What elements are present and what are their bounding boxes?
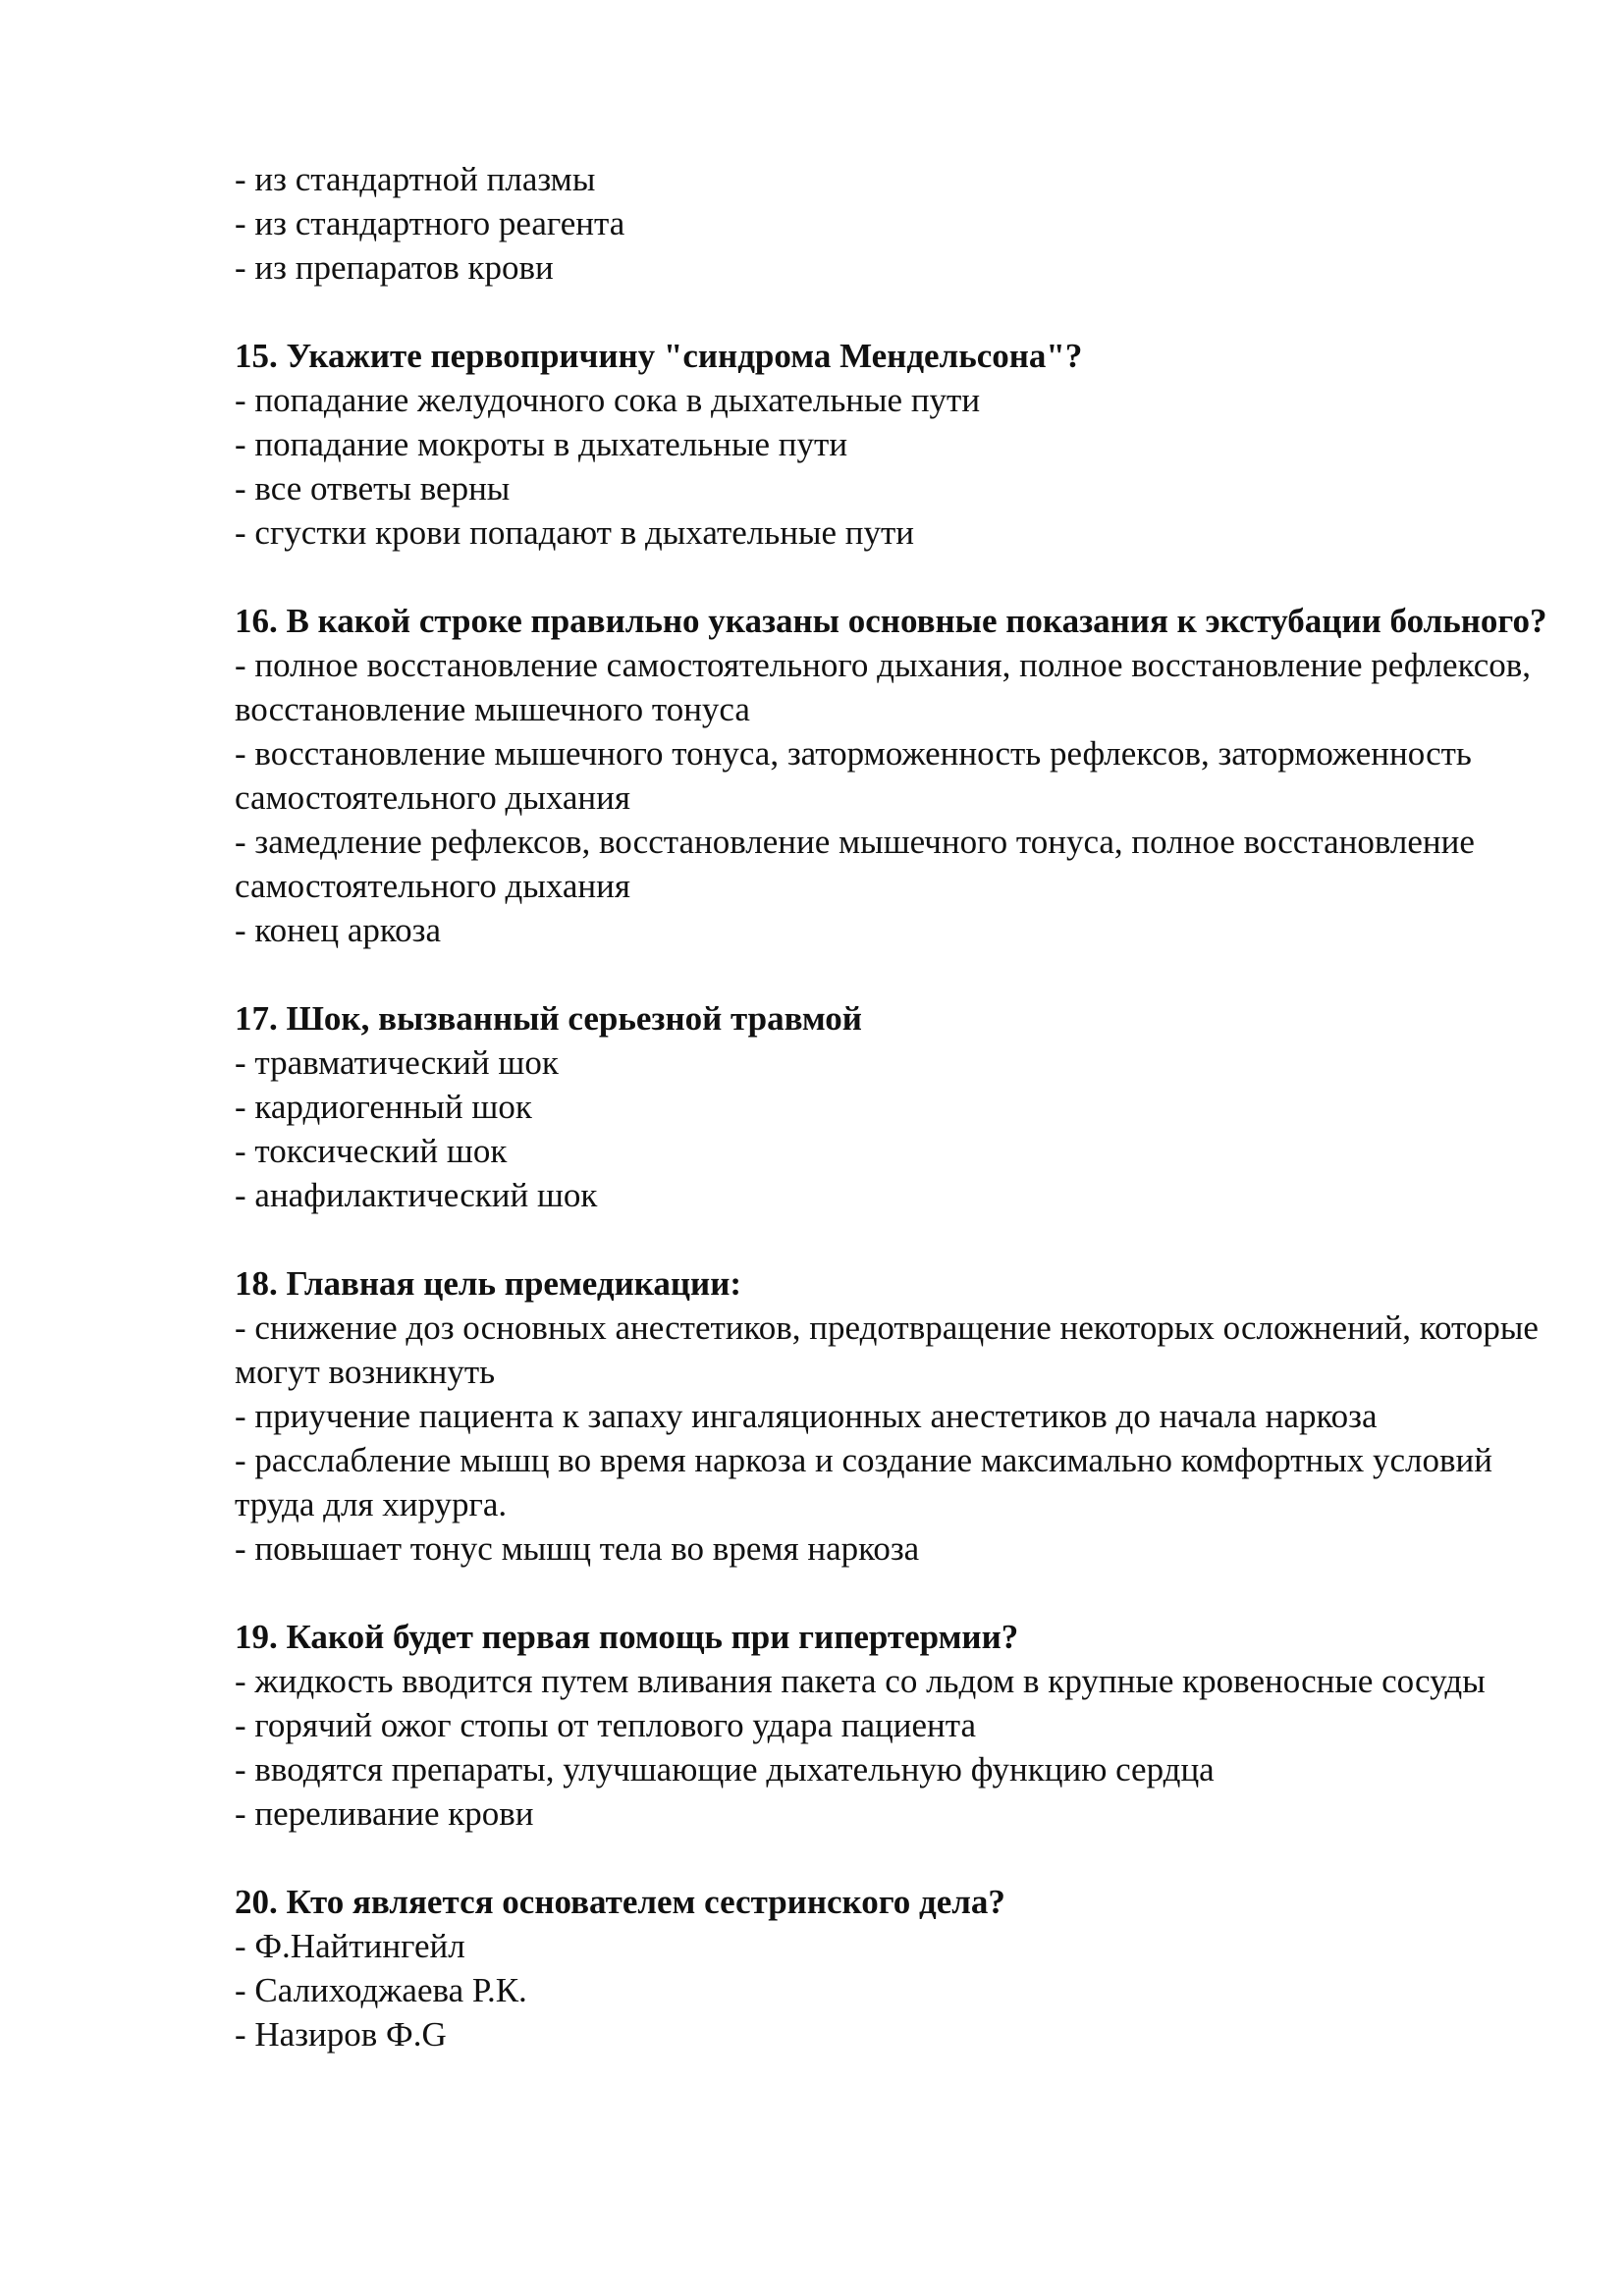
answer-option: - из препаратов крови bbox=[235, 248, 554, 287]
continuation-answer-list bbox=[235, 157, 1550, 290]
question-title: 16. В какой строке правильно указаны основные показания к экстубации больного? bbox=[235, 602, 1547, 640]
answer-option: - травматический шок bbox=[235, 1043, 559, 1082]
answer-option: - приучение пациента к запаху ингаляционных анестетиков до начала наркоза bbox=[235, 1397, 1378, 1435]
question-title: 15. Укажите первопричину "синдрома Мендельсона"? bbox=[235, 337, 1083, 375]
question-20 bbox=[235, 1880, 1550, 2056]
question-16 bbox=[235, 599, 1550, 952]
answer-option: - попадание мокроты в дыхательные пути bbox=[235, 425, 848, 463]
answer-list bbox=[235, 1306, 1550, 1571]
answer-option: - жидкость вводится путем вливания пакета со льдом в крупные кровеносные сосуды bbox=[235, 1662, 1486, 1700]
answer-option: - замедление рефлексов, восстановление мышечного тонуса, полное восстановление самостоятельного дыхания bbox=[235, 823, 1475, 905]
answer-list bbox=[235, 378, 1550, 555]
question-18 bbox=[235, 1261, 1550, 1571]
answer-option: - Назиров Ф.G bbox=[235, 2015, 447, 2054]
answer-option: - повышает тонус мышц тела во время наркоза bbox=[235, 1529, 920, 1568]
answer-option: - расслабление мышц во время наркоза и создание максимально комфортных условий труда для хирурга. bbox=[235, 1441, 1492, 1523]
answer-option: - анафилактический шок bbox=[235, 1176, 598, 1214]
answer-option: - конец аркоза bbox=[235, 911, 441, 949]
answer-list bbox=[235, 1924, 1550, 2056]
answer-list bbox=[235, 1041, 1550, 1217]
answer-option: - вводятся препараты, улучшающие дыхательную функцию сердца bbox=[235, 1750, 1215, 1789]
question-15 bbox=[235, 334, 1550, 555]
answer-option: - сгустки крови попадают в дыхательные пути bbox=[235, 513, 915, 552]
answer-list bbox=[235, 1659, 1550, 1836]
answer-option: - из стандартного реагента bbox=[235, 204, 625, 242]
question-19 bbox=[235, 1615, 1550, 1836]
answer-option: - горячий ожог стопы от теплового удара пациента bbox=[235, 1706, 977, 1744]
answer-option: - Ф.Найтингейл bbox=[235, 1927, 465, 1965]
answer-option: - снижение доз основных анестетиков, предотвращение некоторых осложнений, которые могут возникнуть bbox=[235, 1308, 1539, 1391]
question-title: 18. Главная цель премедикации: bbox=[235, 1264, 742, 1303]
answer-option: - полное восстановление самостоятельного дыхания, полное восстановление рефлексов, восстановление мышечного тонуса bbox=[235, 646, 1532, 728]
answer-option: - переливание крови bbox=[235, 1794, 534, 1833]
answer-option: - попадание желудочного сока в дыхательные пути bbox=[235, 381, 981, 419]
document-page bbox=[235, 157, 1550, 2056]
answer-list bbox=[235, 643, 1550, 952]
question-title: 17. Шок, вызванный серьезной травмой bbox=[235, 999, 862, 1038]
answer-option: - восстановление мышечного тонуса, заторможенность рефлексов, заторможенность самостоятельного дыхания bbox=[235, 734, 1472, 817]
question-title: 20. Кто является основателем сестринского дела? bbox=[235, 1883, 1005, 1921]
answer-option: - из стандартной плазмы bbox=[235, 160, 596, 198]
answer-option: - токсический шок bbox=[235, 1132, 508, 1170]
question-17 bbox=[235, 996, 1550, 1217]
answer-option: - Салиходжаева Р.К. bbox=[235, 1971, 527, 2009]
answer-option: - кардиогенный шок bbox=[235, 1088, 532, 1126]
answer-option: - все ответы верны bbox=[235, 469, 511, 507]
question-title: 19. Какой будет первая помощь при гипертермии? bbox=[235, 1618, 1019, 1656]
